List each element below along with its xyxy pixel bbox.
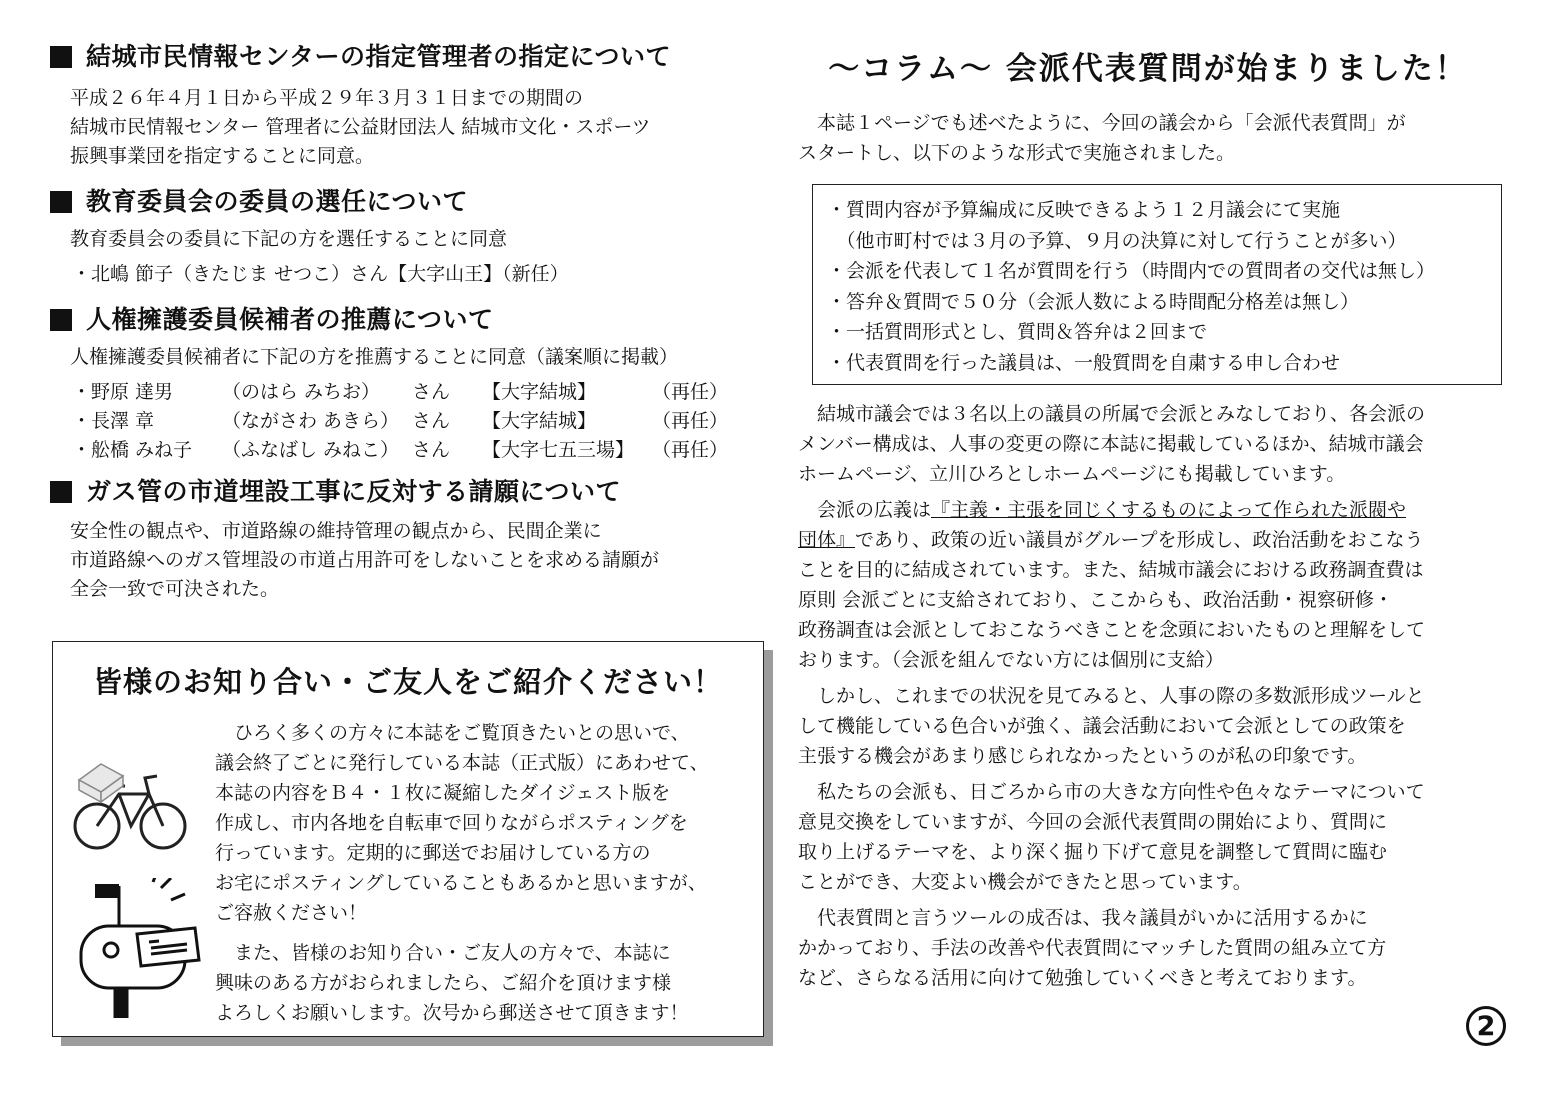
box-panel bbox=[52, 641, 764, 1037]
section-heading: 人権擁護委員候補者の推薦について bbox=[50, 303, 770, 337]
introduction-box bbox=[52, 641, 764, 1037]
section-body: 安全性の観点や、市道路線の維持管理の観点から、民間企業に 市道路線へのガス管埋設の市道占用許可をしないことを求める請願が 全会一致で可決された。 bbox=[70, 520, 660, 600]
box-paragraph: ひろく多くの方々に本誌をご覧頂きたいとの思いで、 議会終了ごとに発行している本誌（正式版）にあわせて、 本誌の内容をＢ４・１枚に凝縮したダイジェスト版を 作成し、市内各地を自転車で回りながらポスティングを 行っています。定期的に郵送でお届けしている方の お宅にポスティングしていることもあるかと思いますが、 ご容赦ください！ bbox=[215, 722, 709, 924]
section-heading: 結城市民情報センターの指定管理者の指定について bbox=[50, 40, 770, 74]
intro-paragraph: 本誌１ページでも述べたように、今回の議会から「会派代表質問」が スタートし、以下のような形式で実施されました。 bbox=[798, 112, 1406, 164]
left-column bbox=[50, 40, 770, 614]
section-body: 人権擁護委員候補者に下記の方を推薦することに同意（議案順に掲載） bbox=[70, 346, 679, 368]
box-paragraph: また、皆様のお知り合い・ご友人の方々で、本誌に 興味のある方がおられましたら、ご紹介を頂けます様 よろしくお願いします。次号から郵送させて頂きます！ bbox=[215, 942, 689, 1024]
section-body: 平成２６年４月１日から平成２９年３月３１日までの期間の 結城市民情報センター 管理者に公益財団法人 結城市文化・スポーツ 振興事業団を指定することに同意。 bbox=[70, 87, 651, 167]
format-rules-box bbox=[812, 184, 1502, 385]
nominee-row: ・野原 達男 （のはら みちお） さん 【大字結城】 （再任） bbox=[72, 381, 729, 403]
section-education-board bbox=[50, 185, 770, 289]
page-number: 2 bbox=[1466, 1006, 1506, 1046]
paragraph: 結城市議会では３名以上の議員の所属で会派とみなしており、各会派の メンバー構成は、人事の変更の際に本誌に掲載しているほか、結城市議会 ホームページ、立川ひろとしホームページにも掲載しています。 bbox=[798, 403, 1426, 485]
section-gas-petition bbox=[50, 475, 770, 604]
section-body: 教育委員会の委員に下記の方を選任することに同意 bbox=[70, 228, 508, 250]
mailbox-icon bbox=[67, 878, 207, 1018]
section-heading: 教育委員会の委員の選任について bbox=[50, 185, 770, 219]
paragraph: 私たちの会派も、日ごろから市の大きな方向性や色々なテーマについて 意見交換をしていますが、今回の会派代表質問の開始により、質問に 取り上げるテーマを、より深く掘り下げて意見を調整して質問に臨む ことができ、大変よい機会ができたと思っています。 bbox=[798, 781, 1425, 893]
bicycle-icon bbox=[71, 746, 191, 856]
square-bullet-icon bbox=[50, 46, 72, 68]
right-column bbox=[798, 48, 1498, 993]
appointee-item: ・北嶋 節子（きたじま せつこ）さん【大字山王】（新任） bbox=[72, 263, 569, 285]
paragraph: しかし、これまでの状況を見てみると、人事の際の多数派形成ツールと して機能している色合いが強く、議会活動において会派としての政策を 主張する機会があまり感じられなかったというのが私の印象です。 bbox=[798, 685, 1425, 767]
square-bullet-icon bbox=[50, 481, 72, 503]
rule-item: ・質問内容が予算編成に反映できるよう１２月議会にて実施 bbox=[827, 199, 1341, 221]
nominee-list bbox=[72, 378, 770, 465]
column-title: ～コラム～ 会派代表質問が始まりました！ bbox=[828, 51, 1468, 87]
box-title: 皆様のお知り合い・ご友人をご紹介ください！ bbox=[92, 665, 723, 699]
nominee-row: ・長澤 章 （ながさわ あきら） さん 【大字結城】 （再任） bbox=[72, 410, 729, 432]
rule-item: ・答弁＆質問で５０分（会派人数による時間配分格差は無し） bbox=[827, 290, 1360, 313]
box-body bbox=[215, 718, 755, 1028]
square-bullet-icon bbox=[50, 309, 72, 331]
paragraph: 会派の広義は『主義・主張を同じくするものによって作られた派閥や 団体』であり、政策の近い議員がグループを形成し、政治活動をおこなう ことを目的に結成されています。また、結城市議会における政務調査費は 原則 会派ごとに支給されており、ここからも、政治活動・視察研修・ 政務調査は会派としておこなうべきことを念頭においたものと理解をして おります。（会派を組んでない方には個別に支給） bbox=[798, 499, 1426, 671]
section-human-rights bbox=[50, 303, 770, 465]
rule-item: ・一括質問形式とし、質問＆答弁は２回まで bbox=[827, 321, 1208, 343]
paragraph: 代表質問と言うツールの成否は、我々議員がいかに活用するかに かかっており、手法の改善や代表質問にマッチした質問の組み立て方 など、さらなる活用に向けて勉強していくべきと考えております。 bbox=[798, 907, 1387, 989]
rule-item: （他市町村では３月の予算、９月の決算に対して行うことが多い） bbox=[827, 229, 1407, 252]
section-info-center bbox=[50, 40, 770, 171]
square-bullet-icon bbox=[50, 191, 72, 213]
rule-item: ・代表質問を行った議員は、一般質問を自粛する申し合わせ bbox=[827, 351, 1341, 374]
section-heading: ガス管の市道埋設工事に反対する請願について bbox=[50, 475, 770, 509]
rule-item: ・会派を代表して１名が質問を行う（時間内での質問者の交代は無し） bbox=[827, 260, 1436, 282]
nominee-row: ・舩橋 みね子 （ふなばし みねこ） さん 【大字七五三場】 （再任） bbox=[72, 439, 729, 461]
